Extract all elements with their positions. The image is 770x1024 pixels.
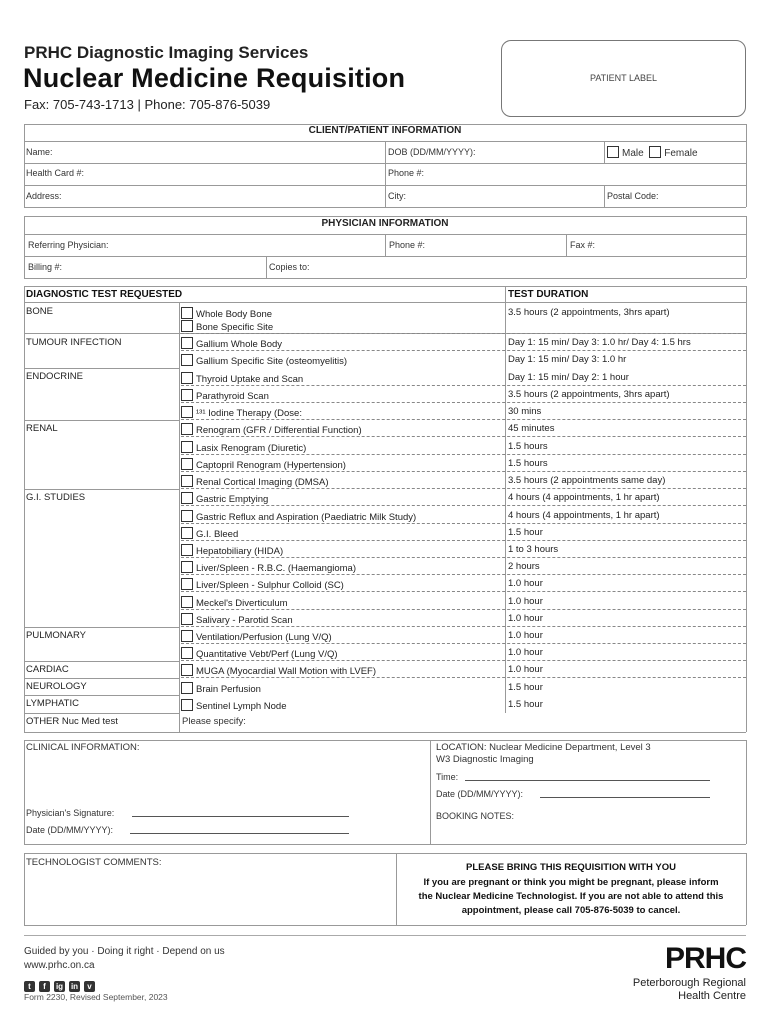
test-label: G.I. Bleed bbox=[196, 529, 239, 540]
test-checkbox[interactable] bbox=[181, 441, 193, 453]
male-checkbox[interactable] bbox=[607, 146, 619, 158]
bring-requisition-notice: PLEASE BRING THIS REQUISITION WITH YOU bbox=[466, 862, 676, 873]
booking-notes-field[interactable]: BOOKING NOTES: bbox=[436, 811, 515, 821]
test-duration: 1.5 hour bbox=[508, 527, 543, 538]
test-duration: 1.0 hour bbox=[508, 578, 543, 589]
test-label: Sentinel Lymph Node bbox=[196, 701, 287, 712]
test-label: Salivary - Parotid Scan bbox=[196, 615, 293, 626]
test-option[interactable] bbox=[181, 320, 273, 333]
category-pulmonary: PULMONARY bbox=[26, 630, 87, 641]
female-checkbox[interactable] bbox=[649, 146, 661, 158]
test-duration: 1.5 hour bbox=[508, 682, 543, 693]
test-label: Renogram (GFR / Differential Function) bbox=[196, 425, 362, 436]
page-title: Nuclear Medicine Requisition bbox=[23, 63, 406, 93]
linkedin-icon[interactable]: in bbox=[70, 982, 79, 991]
test-option[interactable] bbox=[181, 664, 376, 677]
test-duration: 1.0 hour bbox=[508, 647, 543, 658]
vimeo-icon[interactable]: v bbox=[84, 981, 95, 992]
test-checkbox[interactable] bbox=[181, 307, 193, 319]
signature-date-field[interactable]: Date (DD/MM/YYYY): bbox=[26, 825, 114, 835]
test-option[interactable] bbox=[181, 682, 261, 695]
row-divider bbox=[181, 677, 746, 678]
test-checkbox[interactable] bbox=[181, 389, 193, 401]
test-checkbox[interactable] bbox=[181, 492, 193, 504]
test-option[interactable] bbox=[181, 389, 269, 402]
test-duration: 1.5 hours bbox=[508, 441, 548, 452]
test-option[interactable] bbox=[181, 354, 347, 367]
test-duration: 1.0 hour bbox=[508, 630, 543, 641]
tagline: Guided by you · Doing it right · Depend on us bbox=[24, 946, 225, 957]
test-option[interactable] bbox=[181, 613, 293, 626]
logo-subtitle-2: Health Centre bbox=[678, 990, 746, 1002]
test-label: Gallium Specific Site (osteomyelitis) bbox=[196, 356, 347, 367]
test-checkbox[interactable] bbox=[181, 544, 193, 556]
test-option[interactable] bbox=[181, 510, 416, 523]
category-lymphatic: LYMPHATIC bbox=[26, 698, 79, 709]
test-option[interactable] bbox=[181, 372, 303, 385]
test-duration-heading: TEST DURATION bbox=[508, 289, 589, 300]
test-option[interactable] bbox=[181, 699, 286, 712]
technologist-comments-field[interactable]: TECHNOLOGIST COMMENTS: bbox=[26, 857, 162, 868]
test-duration: 1 to 3 hours bbox=[508, 544, 559, 555]
test-checkbox[interactable] bbox=[181, 647, 193, 659]
form-revision: Form 2230, Revised September, 2023 bbox=[24, 992, 168, 1002]
test-option[interactable] bbox=[181, 475, 329, 488]
test-option[interactable] bbox=[181, 527, 238, 540]
test-label: Lasix Renogram (Diuretic) bbox=[196, 443, 307, 454]
test-option[interactable] bbox=[181, 423, 362, 436]
test-checkbox[interactable] bbox=[181, 664, 193, 676]
referring-physician-field[interactable]: Referring Physician: bbox=[28, 240, 109, 250]
row-divider bbox=[181, 471, 746, 472]
test-duration: 1.0 hour bbox=[508, 664, 543, 675]
test-duration: 2 hours bbox=[508, 561, 540, 572]
test-duration: Day 1: 15 min/ Day 3: 1.0 hr bbox=[508, 354, 627, 365]
notice-line-2: the Nuclear Medicine Technologist. If you are not able to attend this bbox=[418, 891, 724, 902]
row-divider bbox=[181, 436, 746, 437]
test-duration: 4 hours (4 appointments, 1 hr apart) bbox=[508, 510, 660, 521]
address-field[interactable]: Address: bbox=[26, 191, 62, 201]
website-link[interactable]: www.prhc.on.ca bbox=[24, 960, 95, 971]
test-checkbox[interactable] bbox=[181, 320, 193, 332]
row-divider bbox=[181, 419, 746, 420]
test-checkbox[interactable] bbox=[181, 613, 193, 625]
appointment-date-field[interactable]: Date (DD/MM/YYYY): bbox=[436, 789, 524, 799]
test-label: Gallium Whole Body bbox=[196, 339, 283, 350]
test-duration: 3.5 hours (2 appointments, 3hrs apart) bbox=[508, 307, 670, 318]
name-field[interactable]: Name: bbox=[26, 147, 53, 157]
test-label: MUGA (Myocardial Wall Motion with LVEF) bbox=[196, 666, 377, 677]
category-bone: BONE bbox=[26, 306, 53, 317]
category-endocrine: ENDOCRINE bbox=[26, 371, 84, 382]
row-divider bbox=[181, 333, 746, 334]
test-duration: 4 hours (4 appointments, 1 hr apart) bbox=[508, 492, 660, 503]
test-checkbox[interactable] bbox=[181, 354, 193, 366]
test-label: ¹³¹ Iodine Therapy (Dose: bbox=[196, 408, 302, 419]
patient-label-text: PATIENT LABEL bbox=[589, 73, 658, 83]
client-section-heading: CLIENT/PATIENT INFORMATION bbox=[24, 125, 746, 136]
test-duration: Day 1: 15 min/ Day 2: 1 hour bbox=[508, 372, 629, 383]
test-option[interactable] bbox=[181, 492, 268, 505]
time-field[interactable]: Time: bbox=[436, 772, 459, 782]
test-duration: 1.5 hour bbox=[508, 699, 543, 710]
row-divider bbox=[181, 350, 746, 351]
contact-info: Fax: 705-743-1713 | Phone: 705-876-5039 bbox=[24, 97, 271, 112]
test-checkbox[interactable] bbox=[181, 682, 193, 694]
test-duration: 1.0 hour bbox=[508, 613, 543, 624]
category-gi-studies: G.I. STUDIES bbox=[26, 492, 86, 503]
dob-field[interactable]: DOB (DD/MM/YYYY): bbox=[388, 147, 476, 157]
category-cardiac: CARDIAC bbox=[26, 664, 69, 675]
test-duration: 30 mins bbox=[508, 406, 542, 417]
test-label: Hepatobiliary (HIDA) bbox=[196, 546, 284, 557]
organization-name: PRHC Diagnostic Imaging Services bbox=[24, 43, 309, 62]
test-checkbox[interactable] bbox=[181, 578, 193, 590]
test-label: Renal Cortical Imaging (DMSA) bbox=[196, 477, 329, 488]
test-label: Captopril Renogram (Hypertension) bbox=[196, 460, 346, 471]
test-label: Parathyroid Scan bbox=[196, 391, 269, 402]
row-divider bbox=[181, 540, 746, 541]
row-divider bbox=[181, 557, 746, 558]
row-divider bbox=[181, 591, 746, 592]
row-divider bbox=[181, 660, 746, 661]
test-option[interactable] bbox=[181, 441, 306, 454]
test-option[interactable] bbox=[181, 337, 282, 350]
test-checkbox[interactable] bbox=[181, 561, 193, 573]
test-option[interactable] bbox=[181, 544, 283, 557]
test-option[interactable] bbox=[181, 458, 346, 471]
test-checkbox[interactable] bbox=[181, 630, 193, 642]
test-duration: 45 minutes bbox=[508, 423, 555, 434]
test-option[interactable] bbox=[181, 630, 332, 643]
postal-code-field[interactable]: Postal Code: bbox=[607, 191, 659, 201]
row-divider bbox=[181, 505, 746, 506]
notice-line-3: appointment, please call 705-876-5039 to cancel. bbox=[461, 905, 681, 916]
diagnostic-test-heading: DIAGNOSTIC TEST REQUESTED bbox=[26, 289, 183, 300]
test-label: Whole Body Bone bbox=[196, 309, 273, 320]
test-label: Liver/Spleen - R.B.C. (Haemangioma) bbox=[196, 563, 356, 574]
test-label: Quantitative Vebt/Perf (Lung V/Q) bbox=[196, 649, 338, 660]
physician-signature-field[interactable]: Physician's Signature: bbox=[26, 808, 115, 818]
test-label: Meckel's Diverticulum bbox=[196, 598, 288, 609]
male-label: Male bbox=[622, 148, 644, 159]
clinical-information-heading: CLINICAL INFORMATION: bbox=[26, 742, 140, 753]
prhc-logo: PRHC bbox=[664, 942, 746, 975]
test-checkbox[interactable] bbox=[181, 406, 193, 418]
test-option[interactable] bbox=[181, 307, 272, 320]
facebook-icon[interactable]: f bbox=[39, 981, 50, 992]
test-label: Brain Perfusion bbox=[196, 684, 261, 695]
test-checkbox[interactable] bbox=[181, 475, 193, 487]
test-duration: Day 1: 15 min/ Day 3: 1.0 hr/ Day 4: 1.5 hrs bbox=[508, 337, 691, 348]
row-divider bbox=[181, 643, 746, 644]
physician-section-heading: PHYSICIAN INFORMATION bbox=[24, 218, 746, 229]
test-duration: 3.5 hours (2 appointments same day) bbox=[508, 475, 666, 486]
row-divider bbox=[181, 523, 746, 524]
female-label: Female bbox=[664, 148, 698, 159]
physician-phone-field[interactable]: Phone #: bbox=[389, 240, 426, 250]
category-other: OTHER Nuc Med test bbox=[26, 716, 118, 727]
row-divider bbox=[181, 454, 746, 455]
row-divider bbox=[181, 609, 746, 610]
row-divider bbox=[181, 402, 746, 403]
test-option[interactable] bbox=[181, 561, 356, 574]
location-line1: LOCATION: Nuclear Medicine Department, Level 3 bbox=[436, 742, 651, 753]
test-checkbox[interactable] bbox=[181, 510, 193, 522]
test-checkbox[interactable] bbox=[181, 423, 193, 435]
test-duration: 1.0 hour bbox=[508, 596, 543, 607]
test-checkbox[interactable] bbox=[181, 596, 193, 608]
row-divider bbox=[181, 626, 746, 627]
phone-field[interactable]: Phone #: bbox=[388, 168, 425, 178]
instagram-icon[interactable]: ig bbox=[55, 982, 64, 991]
test-checkbox[interactable] bbox=[181, 337, 193, 349]
logo-subtitle-1: Peterborough Regional bbox=[632, 977, 746, 989]
please-specify-field[interactable]: Please specify: bbox=[182, 716, 246, 727]
category-neurology: NEUROLOGY bbox=[26, 681, 87, 692]
test-label: Gastric Emptying bbox=[196, 494, 269, 505]
test-option[interactable] bbox=[181, 647, 338, 660]
health-card-field[interactable]: Health Card #: bbox=[26, 168, 85, 178]
row-divider bbox=[181, 574, 746, 575]
sex-options bbox=[607, 146, 698, 159]
row-divider bbox=[181, 385, 746, 386]
test-label: Liver/Spleen - Sulphur Colloid (SC) bbox=[196, 580, 344, 591]
test-duration: 1.5 hours bbox=[508, 458, 548, 469]
test-option[interactable] bbox=[181, 406, 302, 419]
test-duration: 3.5 hours (2 appointments, 3hrs apart) bbox=[508, 389, 670, 400]
test-checkbox[interactable] bbox=[181, 527, 193, 539]
test-option[interactable] bbox=[181, 596, 288, 609]
test-checkbox[interactable] bbox=[181, 699, 193, 711]
test-checkbox[interactable] bbox=[181, 458, 193, 470]
category-tumour-infection: TUMOUR INFECTION bbox=[26, 337, 122, 348]
location-line2: W3 Diagnostic Imaging bbox=[436, 754, 534, 765]
physician-fax-field[interactable]: Fax #: bbox=[570, 240, 596, 250]
test-label: Thyroid Uptake and Scan bbox=[196, 374, 304, 385]
notice-line-1: If you are pregnant or think you might be pregnant, please inform bbox=[423, 877, 719, 888]
billing-field[interactable]: Billing #: bbox=[28, 262, 63, 272]
row-divider bbox=[181, 488, 746, 489]
test-option[interactable] bbox=[181, 578, 344, 591]
city-field[interactable]: City: bbox=[388, 191, 406, 201]
copies-to-field[interactable]: Copies to: bbox=[269, 262, 310, 272]
test-label: Ventilation/Perfusion (Lung V/Q) bbox=[196, 632, 332, 643]
category-renal: RENAL bbox=[26, 423, 58, 434]
twitter-icon[interactable]: t bbox=[24, 981, 35, 992]
test-checkbox[interactable] bbox=[181, 372, 193, 384]
test-label: Bone Specific Site bbox=[196, 322, 274, 333]
test-label: Gastric Reflux and Aspiration (Paediatric Milk Study) bbox=[196, 512, 417, 523]
